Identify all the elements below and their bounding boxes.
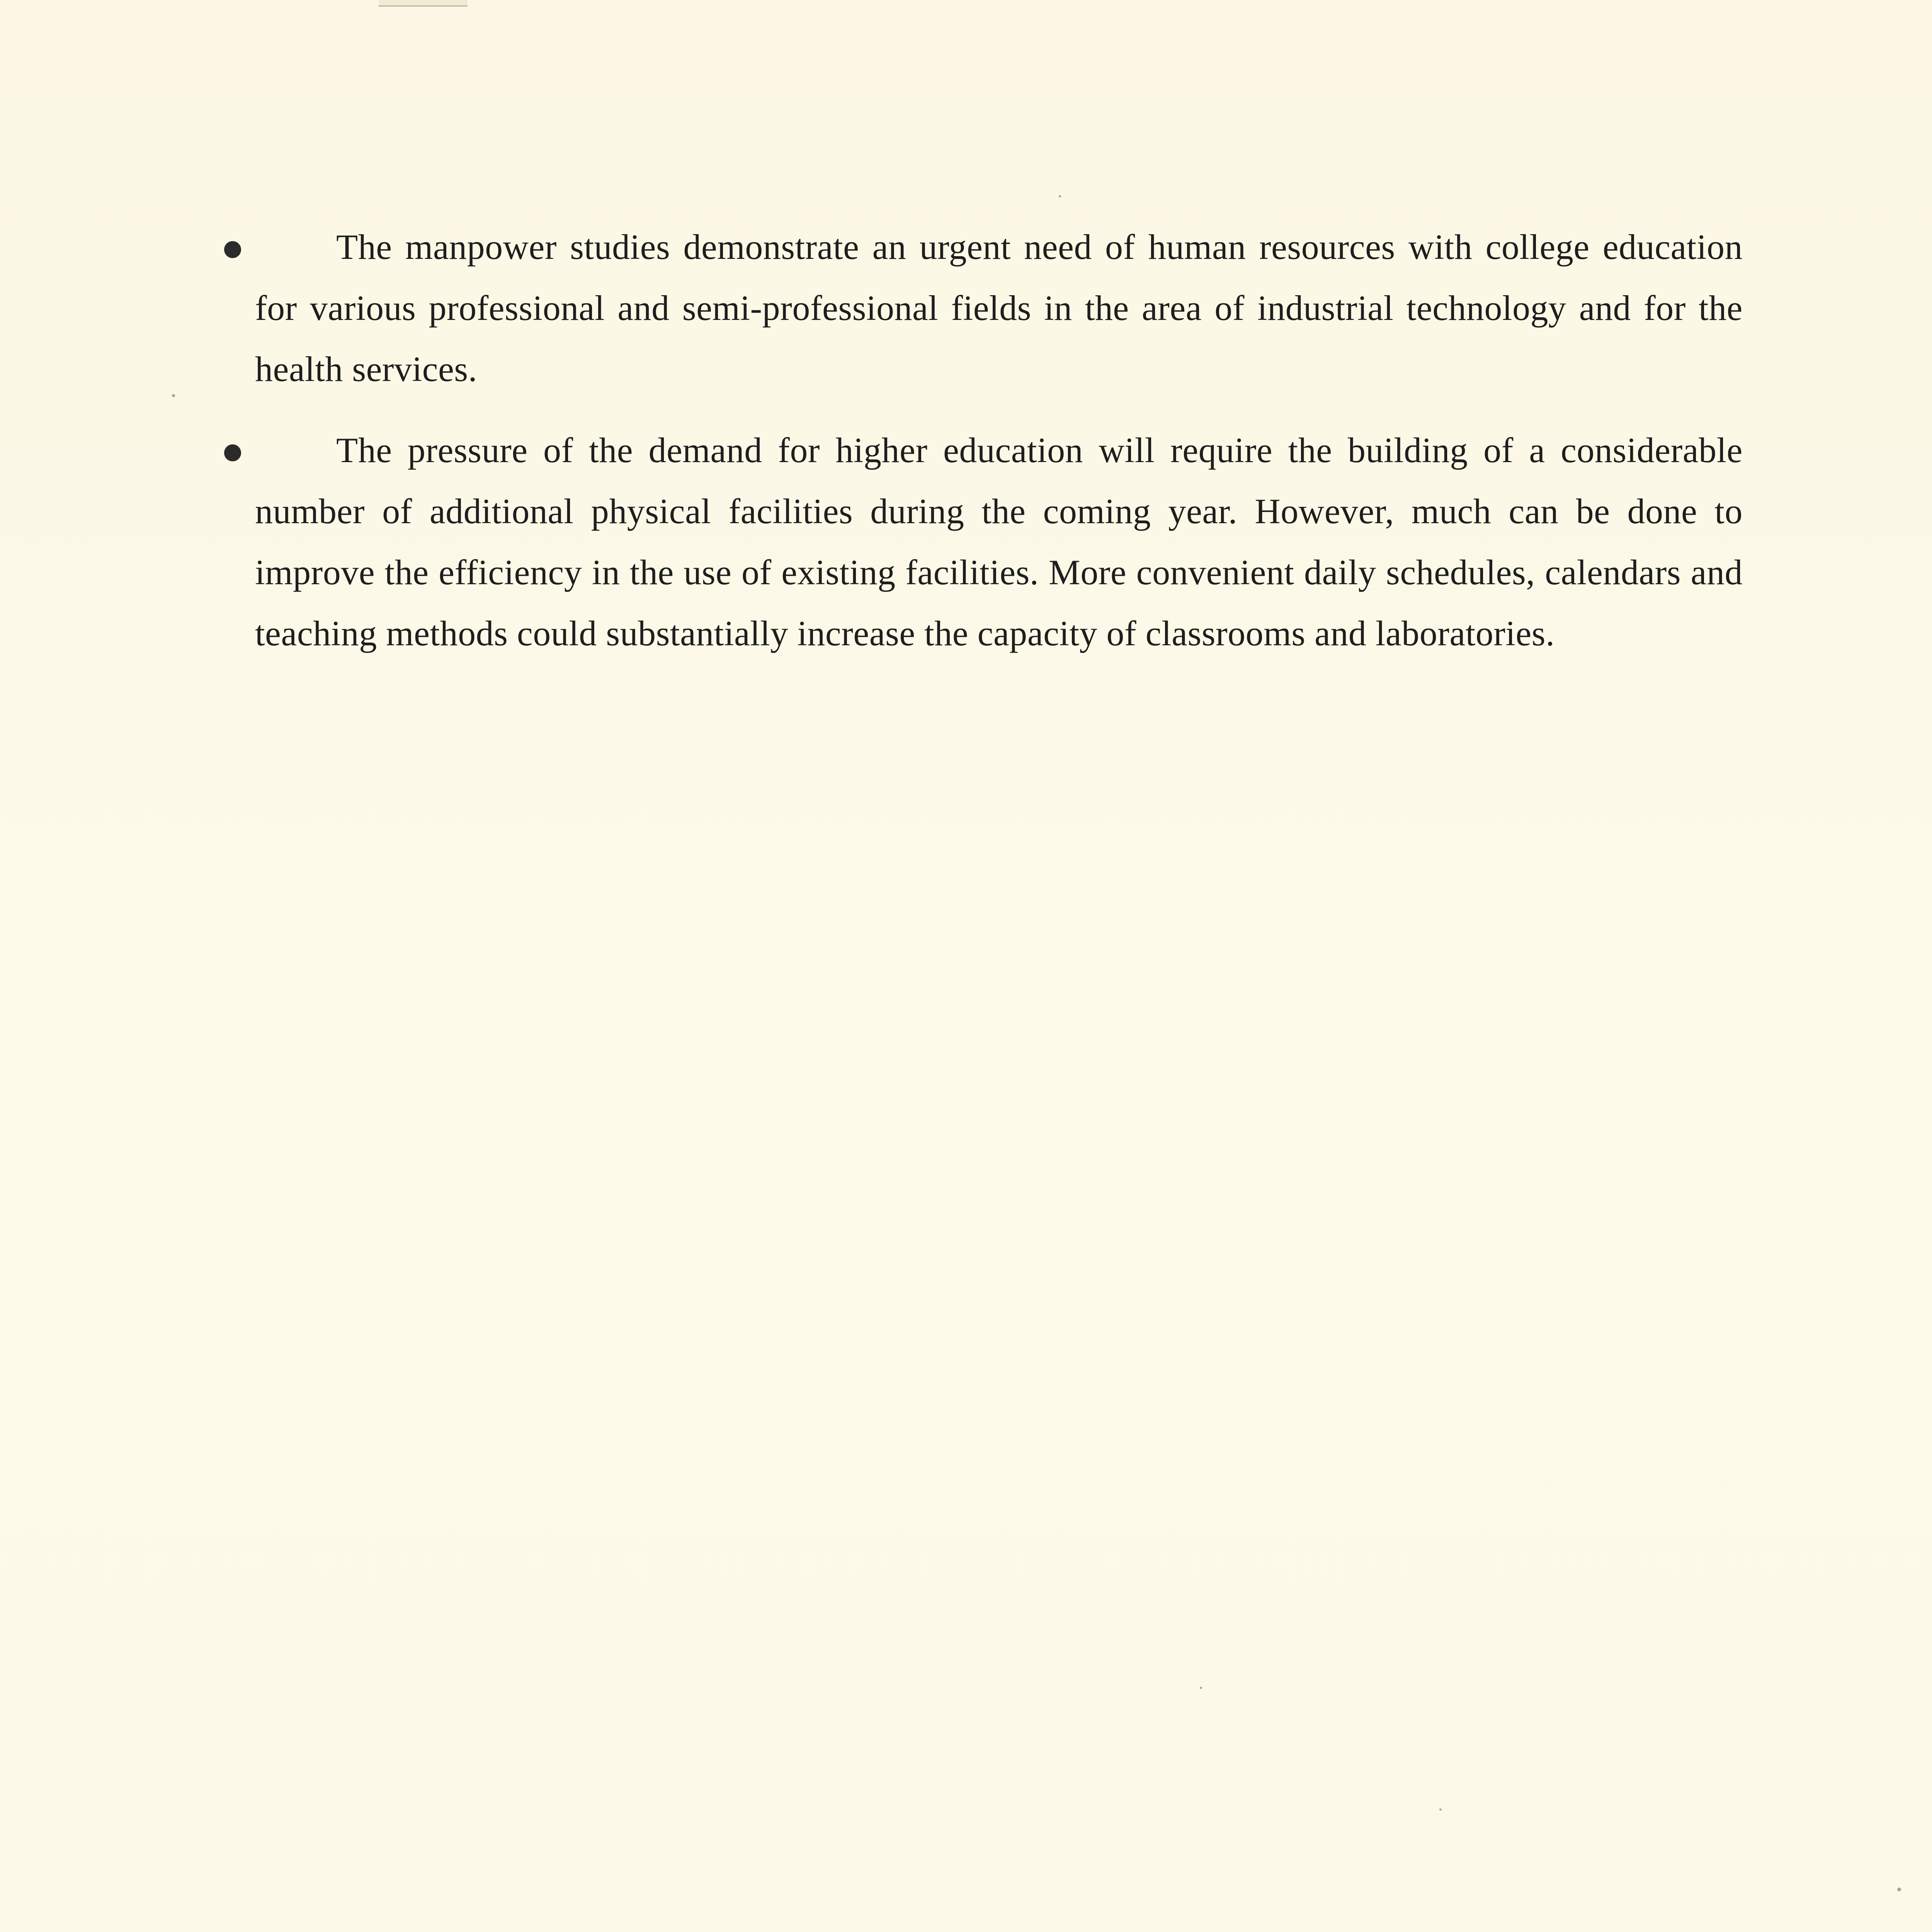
bullet-item-higher-education [255,420,1743,664]
paragraph-manpower-studies: The manpower studies demonstrate an urgent need of human resources with college education for various professional and semi-professional fields in the area of industrial technology and for the health services. [255,227,1743,389]
paper-tear-mark [379,0,468,7]
paragraph-higher-education-demand: The pressure of the demand for higher education will require the building of a considerable number of additional physical facilities during the coming year. However, much can be done to improve the efficiency in the use of existing facilities. More convenient daily schedules, calendars and teaching methods could substantially increase the capacity of classrooms and laboratories. [255,430,1743,653]
paper-speck [1439,1808,1442,1811]
main-content [255,216,1743,684]
bullet-item-manpower [255,216,1743,400]
paper-speck [1200,1687,1202,1689]
bullet-icon [224,444,241,461]
bullet-icon [224,241,241,258]
paper-speck [1897,1888,1901,1891]
paper-speck [1059,195,1061,197]
paper-speck [172,394,175,397]
